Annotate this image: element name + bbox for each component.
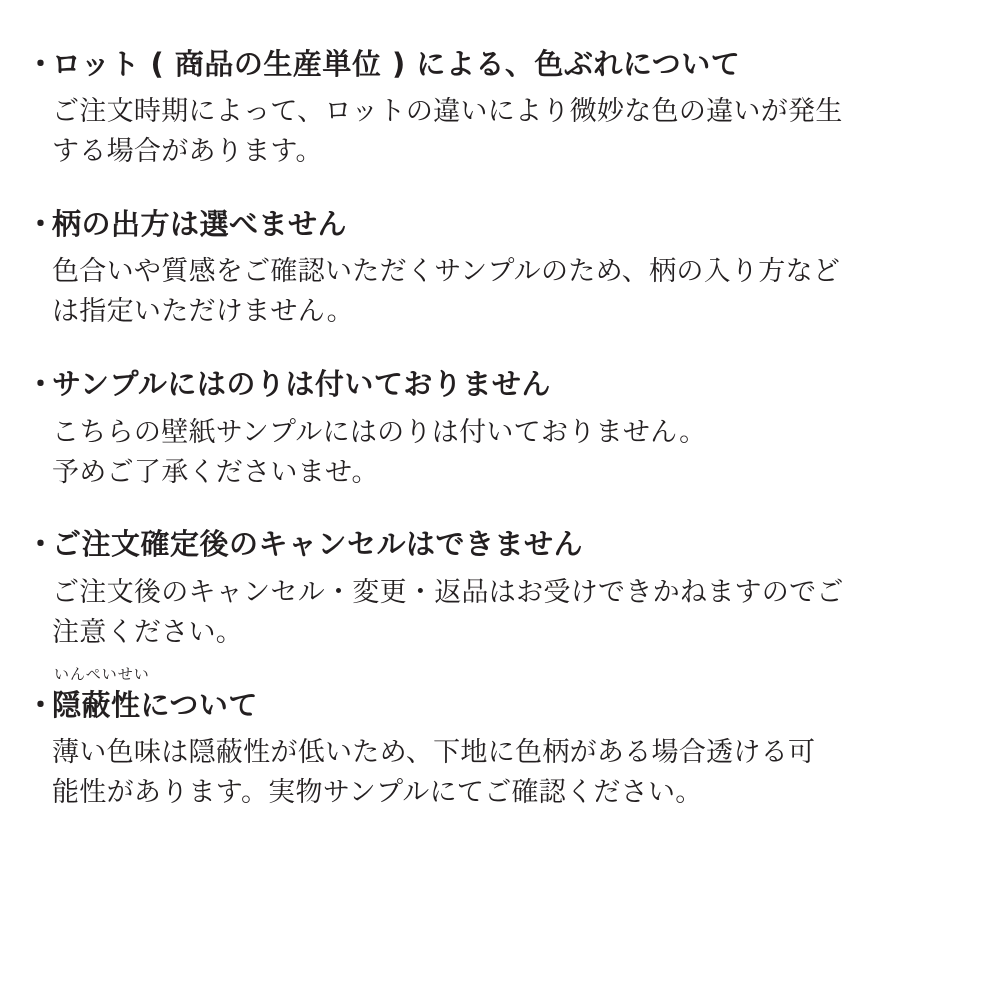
notice-item (26, 526, 974, 652)
notice-body (52, 92, 974, 172)
notice-body-line: ご注文後のキャンセル・変更・返品はお受けできかねますのでご (52, 576, 844, 608)
notice-body-line: 色合いや質感をご確認いただくサンプルのため、柄の入り方など (52, 256, 841, 288)
notice-heading (26, 206, 974, 242)
notice-item (26, 664, 974, 813)
notice-body (52, 733, 974, 813)
bullet-icon: ・ (26, 47, 56, 81)
bullet-icon: ・ (26, 687, 56, 722)
notice-item (26, 366, 974, 492)
notice-heading (26, 664, 974, 723)
notice-heading-text-wrap (52, 46, 740, 82)
bullet-icon: ・ (26, 367, 56, 402)
notice-body-line: 能性があります。実物サンプルにてご確認ください。 (52, 776, 703, 808)
notice-heading-text-wrap (52, 206, 347, 242)
notice-heading (26, 526, 974, 562)
notice-heading-text: 柄の出方は選べません (52, 207, 348, 242)
notice-item (26, 46, 974, 172)
notice-heading-text-wrap (52, 366, 551, 402)
notice-body-line: する場合があります。 (52, 136, 323, 168)
notice-body-line: 注意ください。 (52, 616, 244, 648)
notice-heading (26, 366, 974, 402)
notice-body-line: こちらの壁紙サンプルにはのりは付いておりません。 (52, 416, 707, 448)
notice-heading-text-wrap (52, 526, 583, 562)
notice-heading-text: サンプルにはのりは付いておりません (52, 367, 551, 402)
notice-body-line: ご注文時期によって、ロットの違いにより微妙な色の違いが発生 (52, 96, 843, 128)
bullet-icon: ・ (26, 527, 56, 562)
notice-body-line: 薄い色味は隠蔽性が低いため、下地に色柄がある場合透ける可 (52, 736, 816, 768)
notice-heading (26, 46, 974, 82)
notice-heading-text: ご注文確定後のキャンセルはできません (52, 527, 584, 562)
notice-item (26, 206, 974, 332)
notice-body-line: 予めご了承くださいませ。 (52, 456, 379, 488)
notice-heading-text: 隠蔽性について (52, 687, 258, 722)
notice-heading-text-wrap (52, 664, 258, 723)
ruby-annotation: いんぺいせい (54, 664, 150, 683)
notice-body (52, 252, 974, 332)
notice-body (52, 573, 974, 653)
notice-heading-text: ロット ( 商品の生産単位 ) による、色ぶれについて (52, 47, 741, 81)
notice-body (52, 413, 974, 493)
notice-body-line: は指定いただけません。 (52, 296, 354, 328)
bullet-icon: ・ (26, 207, 56, 242)
